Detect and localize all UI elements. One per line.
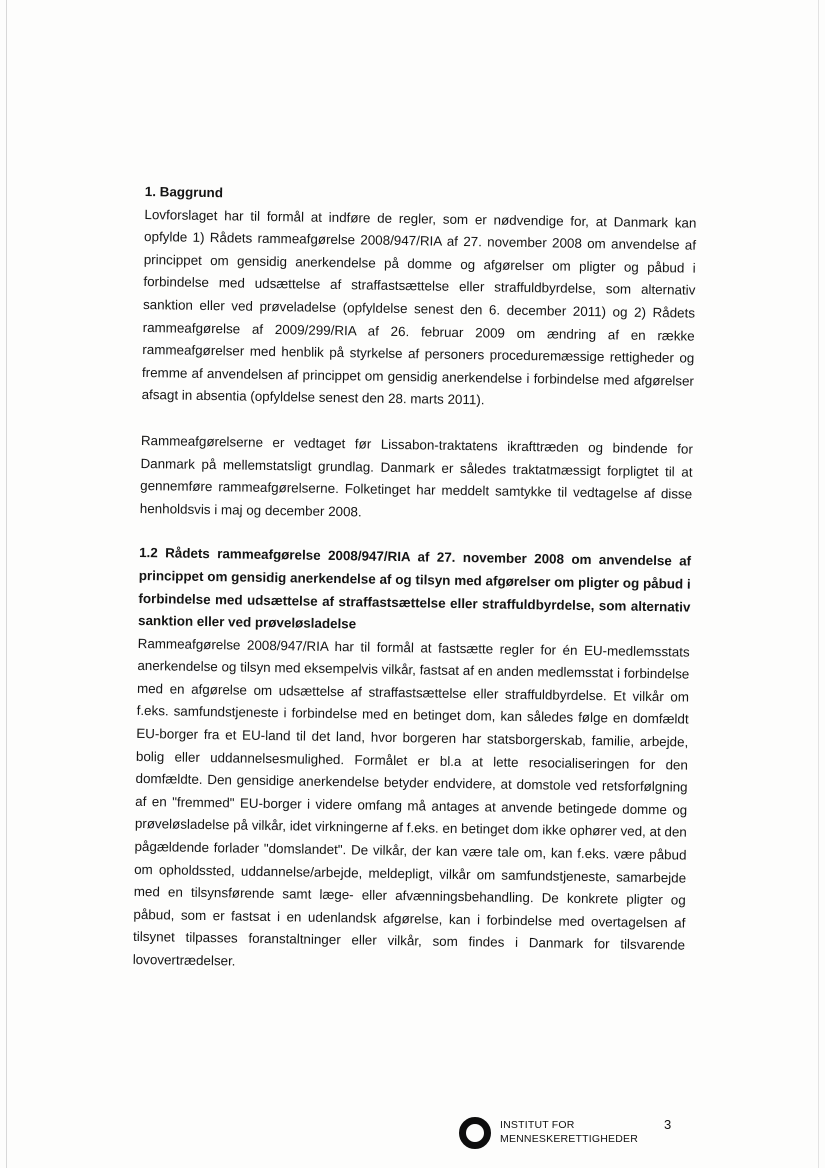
section-heading-1-2: 1.2 Rådets rammeafgørelse 2008/947/RIA af 27. november 2008 om anvendelse af princippet om gensidig anerkendelse af og tilsyn med afgørelser om pligter og påbud i forbindelse med udsættelse af straffastsættelse eller straffuldbyrdelse, som alternativ sanktion eller ved prøveløsladelse [137,545,692,632]
paragraph-lovforslaget: Lovforslaget har til formål at indføre de regler, som er nødvendige for, at Danmark kan opfylde 1) Rådets rammeafgørelse 2008/947/RIA af 27. november 2008 om anvendelse af princippet om gensidig anerkendelse på domme og afgørelser om pligter og påbud i forbindelse med udsættelse af straffastsættelse eller straffuldbyrdelse, som alternativ sanktion eller ved prøveladelse (opfyldelse senest den 6. december 2011) og 2) Rådets rammeafgørelse af 2009/299/RIA af 26. februar 2009 om ændring af en række rammeafgørelser med henblik på styrkelse af personers proceduremæssige rettigheder og fremme af anvendelsen af princippet om gensidig anerkendelse i forbindelse med afgørelser afsagt in absentia (opfyldelse senest den 28. marts 2011). [141,206,697,408]
scan-edge-right [818,0,819,1168]
paragraph-rammeafgoerelserne: Rammeafgørelserne er vedtaget før Lissabon-traktatens ikrafttræden og bindende for Danmark på mellemstatsligt grundlag. Danmark er således traktatmæssigt forpligtet til at gennemføre rammeafgørelserne. Folketinget har meddelt samtykke til vedtagelse af disse henholdsvis i maj og december 2008. [139,432,693,520]
document-body [133,181,697,980]
page-number: 3 [664,1117,672,1132]
page-footer [458,1113,698,1153]
paragraph-rammeafgoerelse-2008-947: Rammeafgørelse 2008/947/RIA har til formål at fastsætte regler for én EU-medlemsstats anerkendelse og tilsyn med eksempelvis vilkår, fastsat af en anden medlemsstat i forbindelse med en afgørelse om udsættelse af straffastsættelse eller straffuldbyrdelse. Et vilkår om f.eks. samfundstjeneste i forbindelse med en betinget dom, kan således følge en domfældt EU-borger fra et EU-land til det land, hvor borgeren har statsborgerskab, familie, arbejde, bolig eller uddannelsesmulighed. Formålet er bl.a at lette resocialiseringen for den domfældte. Den gensidige anerkendelse betyder endvidere, at domstole ved retsforfølgning af en "fremmed" EU-borger i videre omfang må antages at anvende betingede domme og prøveløsladelse på vilkår, idet virkningerne af f.eks. en betinget dom ikke ophører ved, at den pågældende forlader "domslandet". De vilkår, der kan være tale om, kan f.eks. være påbud om opholdssted, uddannelse/arbejde, meldepligt, vilkår om samfundstjeneste, samarbejde med en tilsynsførende samt læge- eller afvænningsbehandling. De konkrete pligter og påbud, som er fastsat i en udenlandsk afgørelse, kan i forbindelse med overtagelsen af tilsynet tilpasses foranstaltninger eller vilkår, som findes i Danmark for tilsvarende lovovertrædelser. [132,635,690,969]
institution-name-line-2: MENNESKERETTIGHEDER [500,1133,638,1145]
ring-logo-icon [458,1116,492,1150]
institution-name-line-1: INSTITUT FOR [500,1119,575,1131]
section-heading-baggrund: 1. Baggrund [144,183,224,201]
scan-edge-left [6,0,7,1168]
